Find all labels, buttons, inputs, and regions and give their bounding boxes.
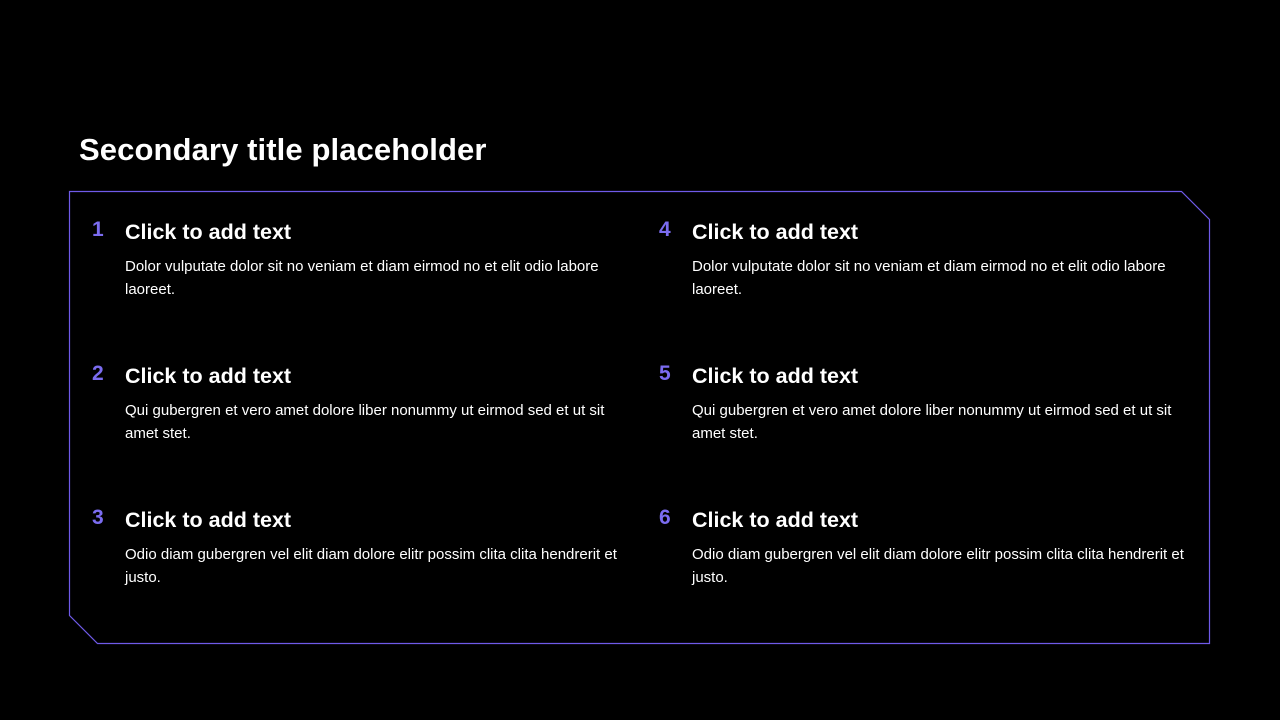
item-number: 5	[659, 362, 671, 385]
item-number: 2	[92, 362, 104, 385]
item-number: 3	[92, 506, 104, 529]
item-heading[interactable]: Click to add text	[125, 508, 292, 532]
item-body[interactable]: Qui gubergren et vero amet dolore liber nonummy ut eirmod sed et ut sit amet stet.	[692, 402, 1172, 442]
item-body[interactable]: Dolor vulputate dolor sit no veniam et diam eirmod no et elit odio labore laoreet.	[125, 258, 599, 298]
item-body[interactable]: Dolor vulputate dolor sit no veniam et diam eirmod no et elit odio labore laoreet.	[692, 258, 1166, 298]
item-body[interactable]: Qui gubergren et vero amet dolore liber nonummy ut eirmod sed et ut sit amet stet.	[125, 402, 605, 442]
item-heading[interactable]: Click to add text	[125, 220, 292, 244]
item-heading[interactable]: Click to add text	[125, 364, 292, 388]
item-number: 6	[659, 506, 671, 529]
item-body[interactable]: Odio diam gubergren vel elit diam dolore elitr possim clita clita hendrerit et justo.	[692, 546, 1184, 586]
item-heading[interactable]: Click to add text	[692, 364, 859, 388]
item-heading[interactable]: Click to add text	[692, 220, 859, 244]
item-heading[interactable]: Click to add text	[692, 508, 859, 532]
item-number: 1	[92, 218, 104, 241]
item-body[interactable]: Odio diam gubergren vel elit diam dolore elitr possim clita clita hendrerit et justo.	[125, 546, 617, 586]
item-number: 4	[659, 218, 671, 241]
slide-title[interactable]: Secondary title placeholder	[79, 132, 487, 167]
